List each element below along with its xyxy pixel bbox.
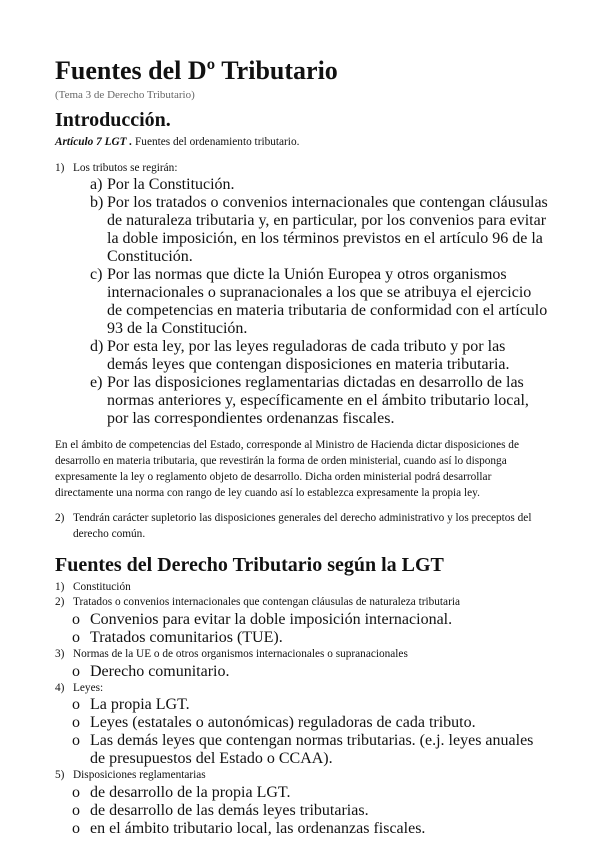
sub-item-d	[55, 338, 550, 374]
lgt-heading: Fuentes del Derecho Tributario según la LGT	[55, 553, 444, 576]
item-text: Tendrán carácter supletorio las disposiciones generales del derecho administrativo y los preceptos del derecho común.	[73, 512, 532, 540]
lgt-bullets-2	[55, 611, 550, 647]
intro-list-2	[55, 511, 550, 542]
item-number: 2)	[55, 596, 65, 609]
bullet-item	[55, 629, 550, 647]
item-text: Tratados o convenios internacionales que contengan cláusulas de naturaleza tributaria	[73, 596, 460, 609]
sub-letter: c)	[90, 266, 103, 284]
sub-letter: e)	[90, 374, 103, 392]
bullet-text: Las demás leyes que contengan normas tributarias. (e.j. leyes anuales de presupuestos del Estado o CCAA).	[90, 732, 534, 768]
item-number: 2)	[55, 512, 65, 525]
bullet-item	[55, 732, 550, 768]
lgt-item-3	[55, 647, 550, 663]
bullet-glyph: o	[72, 732, 80, 750]
bullet-glyph: o	[72, 696, 80, 714]
sub-letter: d)	[90, 338, 104, 356]
lgt-item-4	[55, 681, 550, 697]
bullet-item	[55, 714, 550, 732]
sub-text: Por las disposiciones reglamentarias dictadas en desarrollo de las normas anteriores y, específicamente en el ámbito tributario local, por las correspondientes ordenanzas fiscales.	[107, 374, 529, 428]
lgt-bullets-5	[55, 784, 550, 838]
bullet-text: Derecho comunitario.	[90, 662, 230, 680]
bullet-glyph: o	[72, 662, 80, 680]
bullet-item	[55, 696, 550, 714]
lgt-list-5	[55, 768, 550, 784]
bullet-glyph: o	[72, 611, 80, 629]
intro-sublist	[55, 176, 550, 428]
bullet-text: en el ámbito tributario local, las ordenanzas fiscales.	[90, 820, 426, 838]
intro-item-1	[55, 161, 550, 177]
document-page	[55, 56, 550, 838]
document-subtitle: (Tema 3 de Derecho Tributario)	[55, 89, 195, 101]
article-ref-text: Fuentes del ordenamiento tributario.	[132, 136, 300, 148]
item-text: Normas de la UE o de otros organismos internacionales o supranacionales	[73, 648, 408, 661]
intro-paragraph: En el ámbito de competencias del Estado, corresponde al Ministro de Hacienda dictar disposiciones de desarrollo en materia tributaria, que revestirán la forma de orden ministerial, cuando así lo disponga expresamente la ley o reglamento objeto de desarrollo. Dicha orden ministerial podrá desarrollar directamente una norma con rango de ley cuando así lo establezca expresamente la propia ley.	[55, 439, 519, 499]
sub-item-a	[55, 176, 550, 194]
document-title: Fuentes del Dº Tributario	[55, 56, 338, 85]
item-text: Leyes:	[73, 681, 104, 694]
bullet-text: La propia LGT.	[90, 696, 190, 714]
intro-list	[55, 161, 550, 177]
lgt-list-4	[55, 681, 550, 697]
bullet-text: Convenios para evitar la doble imposición internacional.	[90, 611, 453, 629]
item-text: Los tributos se regirán:	[73, 161, 178, 174]
sub-item-c	[55, 266, 550, 338]
bullet-item	[55, 611, 550, 629]
bullet-glyph: o	[72, 714, 80, 732]
lgt-item-1	[55, 580, 550, 596]
sub-text: Por esta ley, por las leyes reguladoras de cada tributo y por las demás leyes que contengan disposiciones en materia tributaria.	[107, 338, 510, 374]
bullet-item	[55, 784, 550, 802]
item-number: 5)	[55, 769, 65, 782]
sub-text: Por la Constitución.	[107, 176, 235, 194]
bullet-text: Tratados comunitarios (TUE).	[90, 629, 283, 647]
bullet-glyph: o	[72, 629, 80, 647]
lgt-bullets-4	[55, 696, 550, 768]
lgt-list	[55, 580, 550, 611]
bullet-text: de desarrollo de la propia LGT.	[90, 784, 291, 802]
intro-heading: Introducción.	[55, 109, 171, 131]
bullet-item	[55, 663, 550, 681]
article-reference	[55, 135, 550, 151]
article-ref-bold: Artículo 7 LGT .	[55, 136, 133, 148]
sub-letter: a)	[90, 176, 103, 194]
lgt-bullets-3	[55, 663, 550, 681]
item-number: 1)	[55, 580, 65, 593]
item-number: 4)	[55, 681, 65, 694]
lgt-list-3	[55, 647, 550, 663]
sub-item-b	[55, 194, 550, 266]
bullet-text: de desarrollo de las demás leyes tributarias.	[90, 802, 369, 820]
item-number: 1)	[55, 161, 65, 174]
item-text: Constitución	[73, 580, 131, 593]
sub-letter: b)	[90, 194, 104, 212]
bullet-glyph: o	[72, 802, 80, 820]
bullet-glyph: o	[72, 820, 80, 838]
intro-item-2	[55, 511, 550, 542]
bullet-glyph: o	[72, 784, 80, 802]
bullet-text: Leyes (estatales o autonómicas) reguladoras de cada tributo.	[90, 714, 476, 732]
bullet-item	[55, 820, 550, 838]
sub-text: Por las normas que dicte la Unión Europea y otros organismos internacionales o supranacionales a los que se atribuya el ejercicio de competencias en materia tributaria de conformidad con el artículo 93 de la Constitución.	[107, 266, 548, 338]
sub-item-e	[55, 374, 550, 428]
item-number: 3)	[55, 648, 65, 661]
lgt-item-2	[55, 595, 550, 611]
bullet-item	[55, 802, 550, 820]
sub-text: Por los tratados o convenios internacionales que contengan cláusulas de naturaleza tributaria y, en particular, por los convenios para evitar la doble imposición, en los términos previstos en el artículo 96 de la Constitución.	[107, 194, 548, 266]
item-text: Disposiciones reglamentarias	[73, 769, 206, 782]
lgt-item-5	[55, 768, 550, 784]
